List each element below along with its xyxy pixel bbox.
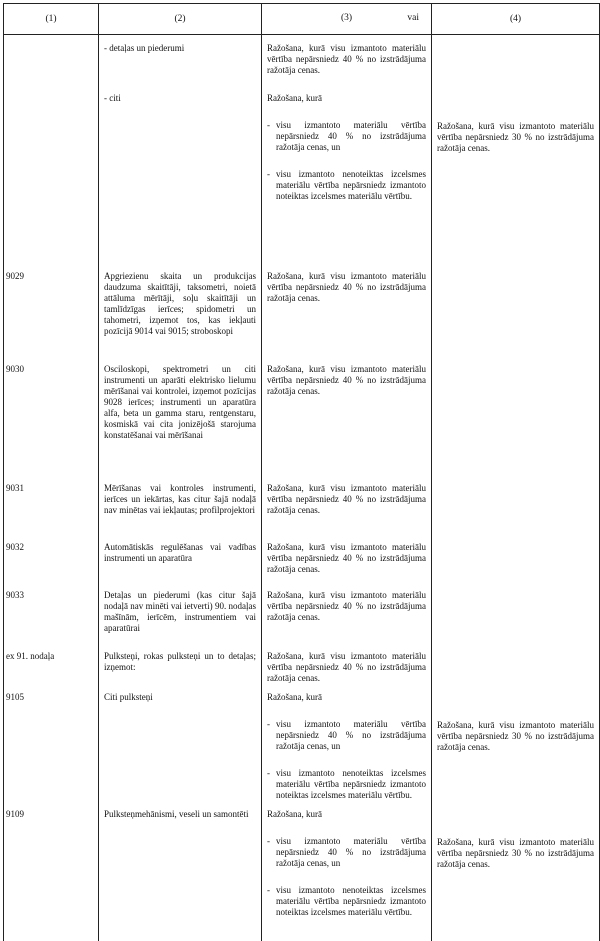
cell-alt-rule [432,356,600,475]
rule-condition [267,836,426,869]
rule-intro: Ražošana, kurā visu izmantoto materiālu vērtība nepārsniedz 40 % no izstrādājuma ražotāja cenas. [267,650,426,683]
dash-marker: - [267,168,270,179]
rule-condition [267,719,426,752]
rule-intro: Ražošana, kurā [267,808,322,819]
table-row [4,85,600,263]
condition-text: visu izmantoto nenoteiktas izcelsmes materiālu vērtība nepārsniedz izmantoto noteiktas izcelsmes materiālu vērtību. [276,168,426,201]
condition-text: visu izmantoto nenoteiktas izcelsmes materiālu vērtība nepārsniedz izmantoto noteiktas izcelsmes materiālu vērtību. [276,884,426,917]
rule-intro: Ražošana, kurā visu izmantoto materiālu vērtība nepārsniedz 40 % no izstrādājuma ražotāja cenas. [267,363,426,396]
cell-alt-rule [432,582,600,643]
dash-marker: - [267,119,270,130]
cell-description: - citi [99,85,262,263]
cell-description: Pulksteņi, rokas pulksteņi un to detaļas; izņemot: [99,643,262,684]
cell-rule [262,582,432,643]
cell-code: 9029 [4,263,99,356]
cell-description: - detaļas un piederumi [99,35,262,85]
cell-alt-rule: Ražošana, kurā visu izmantoto materiālu vērtība nepārsniedz 30 % no izstrādājuma ražotāja cenas. [432,85,600,263]
table-row [4,534,600,582]
cell-alt-rule [432,534,600,582]
condition-text: visu izmantoto materiālu vērtība nepārsniedz 40 % no izstrādājuma ražotāja cenas, un [276,119,426,152]
table-row [4,263,600,356]
cell-code: 9032 [4,534,99,582]
header-col4: (4) [432,4,600,35]
cell-rule [262,85,432,263]
header-col2: (2) [99,4,262,35]
cell-alt-rule [432,475,600,534]
condition-text: visu izmantoto materiālu vērtība nepārsniedz 40 % no izstrādājuma ražotāja cenas, un [276,718,426,751]
rule-intro: Ražošana, kurā [267,691,322,702]
rule-intro: Ražošana, kurā visu izmantoto materiālu vērtība nepārsniedz 40 % no izstrādājuma ražotāja cenas. [267,270,426,303]
header-col3 [262,4,432,35]
cell-description: Mērīšanas vai kontroles instrumenti, ierīces un iekārtas, kas citur šajā nodaļā nav minētas vai iekļautas; profilprojektori [99,475,262,534]
header-col1: (1) [4,4,99,35]
table-row [4,582,600,643]
rule-intro: Ražošana, kurā visu izmantoto materiālu vērtība nepārsniedz 40 % no izstrādājuma ražotāja cenas. [267,43,426,75]
document-page [3,3,599,926]
table-row [4,475,600,534]
cell-rule [262,534,432,582]
cell-alt-rule: Ražošana, kurā visu izmantoto materiālu vērtība nepārsniedz 30 % no izstrādājuma ražotāja cenas. [432,801,600,941]
rules-table [3,3,600,941]
cell-description: Citi pulksteņi [99,684,262,801]
cell-code [4,85,99,263]
rule-intro: Ražošana, kurā visu izmantoto materiālu vērtība nepārsniedz 40 % no izstrādājuma ražotāja cenas. [267,541,426,574]
table-row [4,684,600,801]
table-row [4,35,600,85]
cell-rule [262,475,432,534]
condition-text: visu izmantoto nenoteiktas izcelsmes materiālu vērtība nepārsniedz izmantoto noteiktas izcelsmes materiālu vērtību. [276,767,426,800]
cell-description: Pulksteņmehānismi, veseli un samontēti [99,801,262,941]
header-row [4,4,600,35]
cell-alt-rule [432,643,600,684]
cell-rule [262,356,432,475]
cell-rule [262,35,432,85]
rule-intro: Ražošana, kurā visu izmantoto materiālu vērtība nepārsniedz 40 % no izstrādājuma ražotāja cenas. [267,589,426,622]
dash-marker: - [267,718,270,729]
cell-alt-rule [432,35,600,85]
cell-rule [262,684,432,801]
dash-marker: - [267,884,270,895]
cell-code: 9109 [4,801,99,941]
condition-text: visu izmantoto materiālu vērtība nepārsniedz 40 % no izstrādājuma ražotāja cenas, un [276,835,426,868]
cell-alt-rule [432,263,600,356]
rule-intro: Ražošana, kurā visu izmantoto materiālu vērtība nepārsniedz 40 % no izstrādājuma ražotāja cenas. [267,482,426,515]
table-row [4,643,600,684]
rule-condition [267,768,426,801]
rule-condition [267,120,426,153]
dash-marker: - [267,835,270,846]
cell-code: 9030 [4,356,99,475]
cell-description: Automātiskās regulēšanas vai vadības instrumenti un aparatūra [99,534,262,582]
cell-alt-rule: Ražošana, kurā visu izmantoto materiālu vērtība nepārsniedz 30 % no izstrādājuma ražotāja cenas. [432,684,600,801]
cell-code: 9105 [4,684,99,801]
table-row [4,801,600,941]
cell-rule [262,263,432,356]
rule-intro: Ražošana, kurā [267,92,322,103]
cell-rule [262,643,432,684]
cell-rule [262,801,432,941]
header-col3-number: (3) [340,13,353,23]
dash-marker: - [267,767,270,778]
rule-condition [267,169,426,202]
header-or-label: vai [407,13,419,23]
cell-code: ex 91. nodaļa [4,643,99,684]
cell-code [4,35,99,85]
cell-description: Apgriezienu skaita un produkcijas daudzuma skaitītāji, taksometri, noietā attāluma mērītāji, soļu skaitītāji un tamlīdzīgas ierīces; spidometri un tahometri, izņemot tos, kas iekļauti pozīcijā 9014 vai 9015; stroboskopi [99,263,262,356]
cell-code: 9033 [4,582,99,643]
cell-description: Osciloskopi, spektrometri un citi instrumenti un aparāti elektrisko lielumu mērīšanai vai kontrolei, izņemot pozīcijas 9028 ierīces; instrumenti un aparatūra alfa, beta un gamma staru, rentgenstaru, kosmiskā vai cita jonizējošā starojuma konstatēšanai vai mērīšanai [99,356,262,475]
table-row [4,356,600,475]
rule-condition [267,885,426,918]
cell-code: 9031 [4,475,99,534]
cell-description: Detaļas un piederumi (kas citur šajā nodaļā nav minēti vai ietverti) 90. nodaļas mašīnām, ierīcēm, instrumentiem vai aparatūrai [99,582,262,643]
table-body [4,35,600,941]
